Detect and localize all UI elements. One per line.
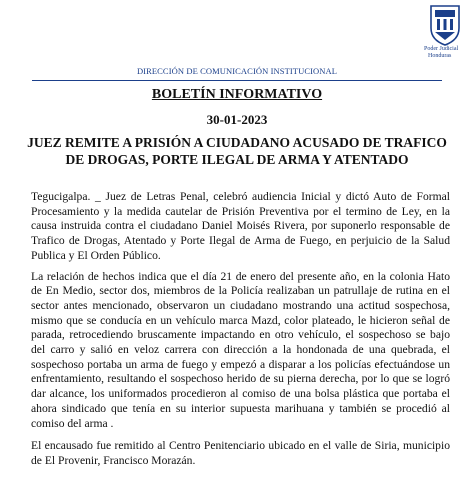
header-divider — [32, 80, 442, 81]
document-type-title: BOLETÍN INFORMATIVO — [151, 87, 323, 102]
headline: JUEZ REMITE A PRISIÓN A CIUDADANO ACUSADO DE TRAFICO DE DROGAS, PORTE ILEGAL DE ARMA Y ATENTADO — [27, 135, 447, 167]
poder-judicial-seal-icon — [428, 4, 462, 46]
document-date: 30-01-2023 — [206, 112, 268, 127]
logo-caption — [402, 46, 468, 60]
department-name: DIRECCIÓN DE COMUNICACIÓN INSTITUCIONAL — [136, 66, 338, 76]
paragraph: La relación de hechos indica que el día 21 de enero del presente año, en la colonia Hato de En Medio, sector dos, miembros de la Policía realizaban un patrullaje de rutina en el sector antes mencionado, observaron un ciudadano mostrando una actitud sospechosa, mismo que se conducía en un vehículo marca Mazd, color plateado, le hicieron señal de parada, retrocediendo bruscamente impactando en otro vehículo, el sospechoso se bajo del carro y salió en veloz carrera con dirección a la hondonada de una quebrada, el sospechoso portaba un arma de fuego y empezó a disparar a los policías efectuándose un enfrentamiento, resultando el sospechoso herido de su pierna derecha, por lo que se logró dar alcance, los uniformados procedieron al comiso de una bolsa plástica que portaba el ahora sindicado que tenía en su interior supuesta marihuana y también se procedió al comiso del arma . — [31, 269, 450, 430]
article-body — [31, 190, 450, 477]
paragraph: El encausado fue remitido al Centro Penitenciario ubicado en el valle de Siria, municipio de El Provenir, Francisco Morazán. — [31, 439, 450, 467]
paragraph: Tegucigalpa. _ Juez de Letras Penal, celebró audiencia Inicial y dictó Auto de Formal Procesamiento y la medida cautelar de Prisión Preventiva por el termino de Ley, en la causa instruida contra el ciudadano Daniel Moisés Rivera, por suponerlo responsable de Trafico de Drogas, Atentado y Porte Ilegal de Arma de Fuego, en perjuicio de la Salud Publica y El Orden Público. — [31, 190, 450, 262]
logo-caption-line2: Honduras — [428, 53, 452, 59]
logo-caption-line1: Poder Judicial — [424, 46, 459, 52]
